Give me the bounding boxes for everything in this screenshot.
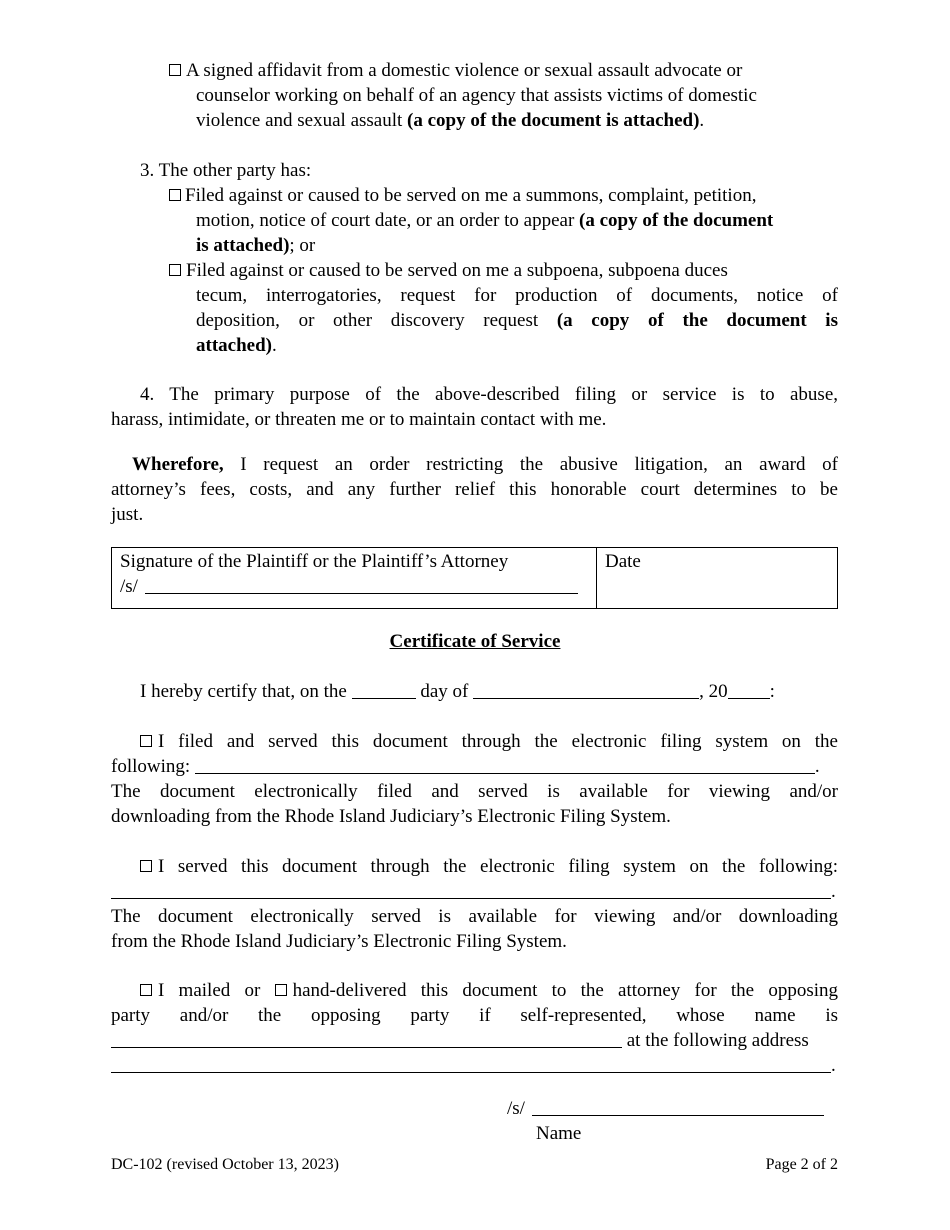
wherefore-line1: Wherefore, I request an order restricting the abusive litigation, an award of — [132, 454, 838, 475]
form-id: DC-102 (revised October 13, 2023) — [111, 1156, 339, 1173]
item3-opt2-line4: attached). — [196, 335, 277, 356]
efiled-line4: downloading from the Rhode Island Judiciary’s Electronic Filing System. — [111, 806, 671, 827]
item3-opt2-line3: deposition, or other discovery request (a copy of the document is — [196, 310, 838, 331]
item3-opt1-line1: Filed against or caused to be served on me a summons, complaint, petition, — [169, 183, 756, 208]
date-label: Date — [605, 551, 641, 572]
efiled-recipients-field[interactable] — [195, 757, 815, 774]
item3-opt2-line2: tecum, interrogatories, request for production of documents, notice of — [196, 285, 838, 306]
plaintiff-signature-label: Signature of the Plaintiff or the Plaintiff’s Attorney — [120, 551, 509, 572]
item3-opt2-line1: Filed against or caused to be served on me a subpoena, subpoena duces — [169, 258, 728, 283]
plaintiff-signature-field[interactable] — [145, 577, 578, 594]
opposing-party-address-field[interactable] — [111, 1056, 831, 1073]
item4-line2: harass, intimidate, or threaten me or to maintain contact with me. — [111, 409, 607, 430]
item3-intro: 3. The other party has: — [140, 160, 312, 181]
eserved-checkbox[interactable] — [140, 860, 152, 872]
plaintiff-signature-cell[interactable] — [112, 548, 597, 608]
efiled-line3: The document electronically filed and served is available for viewing and/or — [111, 781, 838, 802]
hand-delivered-checkbox[interactable] — [275, 984, 287, 996]
certify-line: I hereby certify that, on the day of , 20 : — [140, 681, 775, 702]
day-field[interactable] — [352, 682, 416, 699]
wherefore-line2: attorney’s fees, costs, and any further relief this honorable court determines to be — [111, 479, 838, 500]
item3-opt1-line3: is attached); or — [196, 235, 316, 256]
certificate-signature-line: /s/ — [507, 1096, 824, 1121]
page-number: Page 2 of 2 — [765, 1156, 838, 1173]
opposing-party-name-field[interactable] — [111, 1031, 622, 1048]
mailed-line4: . — [111, 1053, 836, 1078]
mailed-line3: at the following address — [111, 1028, 809, 1053]
date-cell[interactable] — [597, 548, 837, 608]
efiled-line1: I filed and served this document through the electronic filing system on the — [140, 729, 838, 754]
affidavit-line3: violence and sexual assault (a copy of the document is attached). — [196, 110, 705, 131]
eserved-recipients-field[interactable] — [111, 882, 831, 899]
efiled-checkbox[interactable] — [140, 735, 152, 747]
certificate-signature-caption: Name — [536, 1123, 582, 1144]
year-field[interactable] — [728, 682, 770, 699]
eserved-line1: I served this document through the electronic filing system on the following: — [140, 854, 838, 879]
certificate-signature-field[interactable] — [532, 1099, 824, 1116]
plaintiff-signature-line: /s/ — [120, 574, 578, 599]
affidavit-line1: A signed affidavit from a domestic violence or sexual assault advocate or — [169, 58, 742, 83]
affidavit-checkbox[interactable] — [169, 64, 181, 76]
mailed-line2: party and/or the opposing party if self-represented, whose name is — [111, 1005, 838, 1026]
certificate-title: Certificate of Service — [389, 631, 561, 652]
subpoena-checkbox[interactable] — [169, 264, 181, 276]
mailed-checkbox[interactable] — [140, 984, 152, 996]
eserved-line3: The document electronically served is available for viewing and/or downloading — [111, 906, 838, 927]
item3-opt1-line2: motion, notice of court date, or an order to appear (a copy of the document — [196, 210, 774, 231]
eserved-line4: from the Rhode Island Judiciary’s Electronic Filing System. — [111, 931, 567, 952]
signature-table — [111, 547, 838, 609]
item4-line1: 4. The primary purpose of the above-described filing or service is to abuse, — [140, 384, 838, 405]
affidavit-line2: counselor working on behalf of an agency that assists victims of domestic — [196, 85, 757, 106]
month-field[interactable] — [473, 682, 699, 699]
wherefore-line3: just. — [111, 504, 144, 525]
mailed-line1: I mailed or hand-delivered this document to the attorney for the opposing — [140, 978, 838, 1003]
eserved-line2: . — [111, 879, 836, 904]
summons-checkbox[interactable] — [169, 189, 181, 201]
efiled-line2: following: . — [111, 756, 820, 777]
